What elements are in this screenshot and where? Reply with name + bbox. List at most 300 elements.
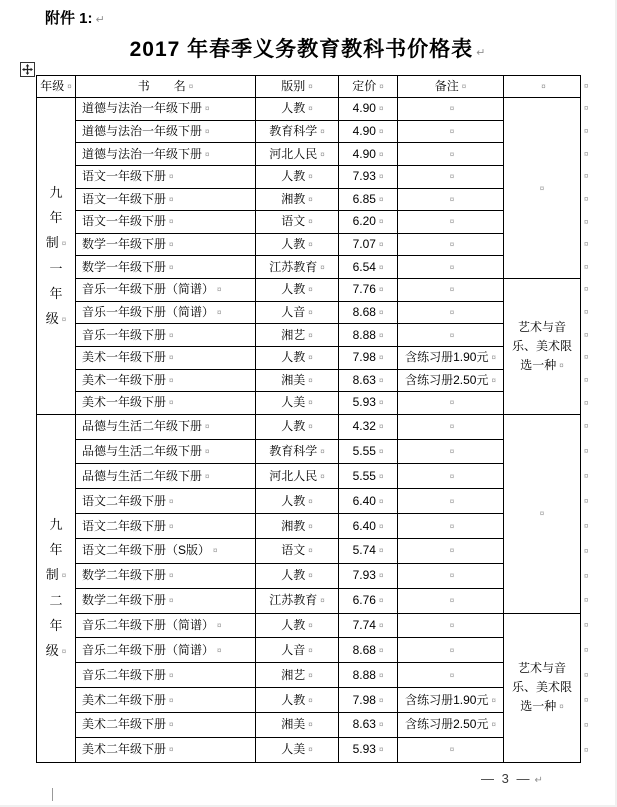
cell-publisher: 湘美 ¤ bbox=[256, 713, 339, 738]
cell-end-marker-icon: ¤ bbox=[379, 82, 384, 91]
cell-end-marker-icon: ¤ bbox=[449, 194, 455, 204]
cell-end-marker-icon: ¤ bbox=[205, 471, 210, 481]
table-row bbox=[37, 563, 581, 588]
cell-price: 8.68 ¤ bbox=[339, 638, 398, 663]
cell-remark bbox=[398, 98, 504, 121]
cell-end-marker-icon: ¤ bbox=[205, 422, 210, 432]
attachment-label-text: 附件 1: bbox=[45, 10, 93, 27]
cell-end-marker-icon: ¤ bbox=[217, 621, 222, 631]
cell-remark bbox=[398, 489, 504, 514]
cell-book: 音乐一年级下册（简谱） ¤ bbox=[76, 279, 256, 302]
cell-end-marker-icon: ¤ bbox=[378, 104, 384, 114]
cell-end-marker-icon: ¤ bbox=[378, 330, 384, 340]
cell-end-marker-icon: ¤ bbox=[491, 375, 496, 385]
cell-remark bbox=[398, 539, 504, 564]
grade-section-1 bbox=[37, 414, 581, 762]
cell-publisher: 人美 ¤ bbox=[256, 737, 339, 762]
cell-end-marker-icon: ¤ bbox=[320, 262, 325, 272]
cell-book: 品德与生活二年级下册 ¤ bbox=[76, 439, 256, 464]
cell-end-marker-icon: ¤ bbox=[169, 695, 174, 705]
row-end-marker-icon: ¤ bbox=[584, 217, 589, 226]
move-arrows-icon bbox=[22, 64, 33, 75]
table-row bbox=[37, 439, 581, 464]
column-header-4: 备注 ¤ bbox=[398, 76, 504, 98]
cell-publisher: 教育科学 ¤ bbox=[256, 439, 339, 464]
cell-end-marker-icon: ¤ bbox=[378, 307, 384, 317]
cell-end-marker-icon: ¤ bbox=[378, 447, 384, 457]
cell-remark bbox=[398, 638, 504, 663]
cell-price: 6.40 ¤ bbox=[339, 489, 398, 514]
row-end-marker-icon: ¤ bbox=[584, 171, 589, 181]
cell-publisher: 人教 ¤ bbox=[256, 165, 339, 188]
table-move-handle-icon[interactable] bbox=[20, 62, 35, 77]
row-end-marker-icon: ¤ bbox=[584, 496, 589, 506]
table-row bbox=[37, 392, 581, 415]
cell-book: 数学一年级下册 ¤ bbox=[76, 233, 256, 256]
row-end-marker-icon: ¤ bbox=[584, 126, 589, 136]
cell-publisher: 人教 ¤ bbox=[256, 233, 339, 256]
paragraph-mark-icon: ↵ bbox=[476, 47, 486, 59]
cell-end-marker-icon: ¤ bbox=[378, 217, 384, 227]
table-row bbox=[37, 256, 581, 279]
table-row bbox=[37, 188, 581, 211]
cell-price: 5.74 ¤ bbox=[339, 539, 398, 564]
cell-remark: 含练习册2.50元 ¤ bbox=[398, 369, 504, 392]
table-row bbox=[37, 638, 581, 663]
cell-book: 语文一年级下册 ¤ bbox=[76, 211, 256, 234]
cell-publisher: 人教 ¤ bbox=[256, 613, 339, 638]
cell-end-marker-icon: ¤ bbox=[378, 546, 384, 556]
table-row bbox=[37, 588, 581, 613]
cell-remark: 含练习册2.50元 ¤ bbox=[398, 713, 504, 738]
cell-remark bbox=[398, 188, 504, 211]
cell-end-marker-icon: ¤ bbox=[449, 521, 455, 531]
table-row bbox=[37, 489, 581, 514]
cell-end-marker-icon: ¤ bbox=[169, 496, 174, 506]
cell-end-marker-icon: ¤ bbox=[308, 720, 313, 730]
cell-book: 美术一年级下册 ¤ bbox=[76, 346, 256, 369]
cell-end-marker-icon: ¤ bbox=[308, 330, 313, 340]
cell-publisher: 语文 ¤ bbox=[256, 211, 339, 234]
table-row bbox=[37, 324, 581, 347]
row-end-marker-icon: ¤ bbox=[584, 330, 589, 340]
cell-end-marker-icon: ¤ bbox=[378, 621, 384, 631]
table-header-row bbox=[37, 76, 581, 98]
cell-end-marker-icon: ¤ bbox=[188, 82, 194, 91]
cell-end-marker-icon: ¤ bbox=[449, 307, 455, 317]
price-table bbox=[36, 75, 581, 763]
cell-end-marker-icon: ¤ bbox=[378, 126, 384, 136]
cell-end-marker-icon: ¤ bbox=[461, 82, 467, 91]
cell-end-marker-icon: ¤ bbox=[320, 447, 325, 457]
cell-end-marker-icon: ¤ bbox=[308, 217, 313, 227]
table-row bbox=[37, 98, 581, 121]
cell-end-marker-icon: ¤ bbox=[169, 571, 174, 581]
cell-publisher: 人教 ¤ bbox=[256, 563, 339, 588]
page-title-text: 2017 年春季义务教育教科书价格表 bbox=[129, 38, 474, 61]
cell-end-marker-icon: ¤ bbox=[449, 104, 455, 114]
row-end-marker-icon: ¤ bbox=[584, 546, 589, 556]
cell-end-marker-icon: ¤ bbox=[61, 571, 67, 581]
cell-book: 道德与法治一年级下册 ¤ bbox=[76, 120, 256, 143]
cell-book: 美术二年级下册 ¤ bbox=[76, 688, 256, 713]
footer-page-number bbox=[481, 771, 545, 786]
cell-end-marker-icon: ¤ bbox=[217, 285, 222, 295]
cell-end-marker-icon: ¤ bbox=[169, 521, 174, 531]
cell-book: 数学二年级下册 ¤ bbox=[76, 563, 256, 588]
cell-publisher: 教育科学 ¤ bbox=[256, 120, 339, 143]
column-header-0: 年级 ¤ bbox=[37, 76, 76, 98]
cell-publisher: 人教 ¤ bbox=[256, 98, 339, 121]
cell-price: 6.20 ¤ bbox=[339, 211, 398, 234]
column-header-3: 定价 ¤ bbox=[339, 76, 398, 98]
cell-end-marker-icon: ¤ bbox=[491, 720, 496, 730]
cell-remark bbox=[398, 464, 504, 489]
grade-cell: 九 年 制 ¤ 二 年 级 ¤ bbox=[37, 414, 76, 762]
row-end-marker-icon: ¤ bbox=[584, 81, 589, 91]
cell-publisher: 河北人民 ¤ bbox=[256, 464, 339, 489]
cell-publisher: 湘艺 ¤ bbox=[256, 663, 339, 688]
cell-price: 6.76 ¤ bbox=[339, 588, 398, 613]
cell-end-marker-icon: ¤ bbox=[205, 149, 210, 159]
cell-end-marker-icon: ¤ bbox=[308, 621, 313, 631]
table-row bbox=[37, 737, 581, 762]
row-end-marker-icon: ¤ bbox=[584, 103, 589, 113]
cell-end-marker-icon: ¤ bbox=[378, 521, 384, 531]
note-cell: 艺术与音乐、美术限选一种 ¤ bbox=[504, 279, 581, 415]
cell-end-marker-icon: ¤ bbox=[449, 172, 455, 182]
cell-book: 音乐一年级下册（简谱） ¤ bbox=[76, 301, 256, 324]
cell-end-marker-icon: ¤ bbox=[217, 645, 222, 655]
cell-end-marker-icon: ¤ bbox=[378, 695, 384, 705]
text-cursor bbox=[52, 788, 53, 801]
cell-end-marker-icon: ¤ bbox=[308, 571, 313, 581]
cell-book: 语文一年级下册 ¤ bbox=[76, 188, 256, 211]
grade-section-0 bbox=[37, 98, 581, 415]
cell-book: 数学二年级下册 ¤ bbox=[76, 588, 256, 613]
cell-end-marker-icon: ¤ bbox=[320, 149, 325, 159]
cell-publisher: 人教 ¤ bbox=[256, 414, 339, 439]
cell-end-marker-icon: ¤ bbox=[378, 262, 384, 272]
row-end-marker-icon: ¤ bbox=[584, 670, 589, 680]
cell-end-marker-icon: ¤ bbox=[378, 375, 384, 385]
cell-end-marker-icon: ¤ bbox=[169, 194, 174, 204]
row-end-marker-icon: ¤ bbox=[584, 398, 589, 408]
cell-end-marker-icon: ¤ bbox=[308, 307, 313, 317]
cell-price: 8.63 ¤ bbox=[339, 369, 398, 392]
cell-end-marker-icon: ¤ bbox=[308, 82, 313, 91]
cell-end-marker-icon: ¤ bbox=[539, 183, 545, 193]
cell-remark bbox=[398, 737, 504, 762]
cell-publisher: 人教 ¤ bbox=[256, 688, 339, 713]
grade-cell: 九 年 制 ¤ 一 年 级 ¤ bbox=[37, 98, 76, 415]
cell-end-marker-icon: ¤ bbox=[61, 647, 67, 657]
cell-book: 美术二年级下册 ¤ bbox=[76, 713, 256, 738]
table-row bbox=[37, 165, 581, 188]
cell-remark bbox=[398, 514, 504, 539]
cell-price: 4.90 ¤ bbox=[339, 98, 398, 121]
cell-end-marker-icon: ¤ bbox=[308, 375, 313, 385]
cell-publisher: 人教 ¤ bbox=[256, 489, 339, 514]
cell-end-marker-icon: ¤ bbox=[308, 496, 313, 506]
cell-end-marker-icon: ¤ bbox=[449, 285, 455, 295]
cell-end-marker-icon: ¤ bbox=[205, 126, 210, 136]
cell-price: 6.54 ¤ bbox=[339, 256, 398, 279]
row-end-marker-icon: ¤ bbox=[584, 571, 589, 580]
cell-end-marker-icon: ¤ bbox=[320, 126, 325, 136]
cell-book: 美术一年级下册 ¤ bbox=[76, 369, 256, 392]
cell-end-marker-icon: ¤ bbox=[308, 670, 313, 680]
cell-end-marker-icon: ¤ bbox=[559, 702, 564, 712]
cell-end-marker-icon: ¤ bbox=[449, 262, 455, 272]
cell-price: 7.76 ¤ bbox=[339, 279, 398, 302]
cell-end-marker-icon: ¤ bbox=[378, 471, 384, 481]
cell-end-marker-icon: ¤ bbox=[169, 720, 174, 730]
cell-end-marker-icon: ¤ bbox=[169, 375, 174, 385]
cell-book: 音乐二年级下册（简谱） ¤ bbox=[76, 638, 256, 663]
row-end-marker-icon: ¤ bbox=[584, 194, 589, 204]
cell-remark bbox=[398, 211, 504, 234]
cell-price: 6.40 ¤ bbox=[339, 514, 398, 539]
cell-end-marker-icon: ¤ bbox=[308, 104, 313, 114]
table-row bbox=[37, 663, 581, 688]
table-row bbox=[37, 688, 581, 713]
table-row bbox=[37, 143, 581, 166]
cell-remark bbox=[398, 256, 504, 279]
table-row bbox=[37, 414, 581, 439]
cell-remark bbox=[398, 301, 504, 324]
cell-end-marker-icon: ¤ bbox=[378, 285, 384, 295]
cell-end-marker-icon: ¤ bbox=[308, 695, 313, 705]
cell-end-marker-icon: ¤ bbox=[449, 447, 455, 457]
cell-extra-empty bbox=[504, 414, 581, 613]
row-end-marker-icon: ¤ bbox=[584, 262, 589, 272]
cell-book: 品德与生活二年级下册 ¤ bbox=[76, 464, 256, 489]
cell-end-marker-icon: ¤ bbox=[169, 670, 174, 680]
cell-end-marker-icon: ¤ bbox=[61, 314, 67, 324]
cell-book: 语文一年级下册 ¤ bbox=[76, 165, 256, 188]
cell-end-marker-icon: ¤ bbox=[449, 240, 455, 250]
table-row bbox=[37, 233, 581, 256]
cell-end-marker-icon: ¤ bbox=[308, 353, 313, 363]
cell-end-marker-icon: ¤ bbox=[449, 621, 455, 631]
cell-end-marker-icon: ¤ bbox=[217, 307, 222, 317]
table-row bbox=[37, 120, 581, 143]
row-end-marker-icon: ¤ bbox=[584, 421, 589, 431]
cell-end-marker-icon: ¤ bbox=[378, 496, 384, 506]
table-row bbox=[37, 369, 581, 392]
row-end-marker-icon: ¤ bbox=[584, 620, 589, 630]
page-title bbox=[0, 33, 615, 63]
cell-book: 语文二年级下册 ¤ bbox=[76, 514, 256, 539]
cell-end-marker-icon: ¤ bbox=[169, 353, 174, 363]
cell-remark bbox=[398, 588, 504, 613]
cell-end-marker-icon: ¤ bbox=[541, 82, 546, 91]
row-end-marker-icon: ¤ bbox=[584, 375, 589, 385]
cell-end-marker-icon: ¤ bbox=[449, 571, 455, 581]
cell-end-marker-icon: ¤ bbox=[308, 240, 313, 250]
cell-publisher: 人音 ¤ bbox=[256, 638, 339, 663]
cell-end-marker-icon: ¤ bbox=[378, 596, 384, 606]
cell-end-marker-icon: ¤ bbox=[308, 546, 313, 556]
cell-book: 数学一年级下册 ¤ bbox=[76, 256, 256, 279]
row-end-marker-icon: ¤ bbox=[584, 745, 589, 755]
row-end-marker-icon: ¤ bbox=[584, 471, 589, 481]
cell-end-marker-icon: ¤ bbox=[378, 571, 384, 581]
row-end-marker-icon: ¤ bbox=[584, 307, 589, 317]
cell-publisher: 人教 ¤ bbox=[256, 346, 339, 369]
cell-publisher: 人美 ¤ bbox=[256, 392, 339, 415]
cell-remark bbox=[398, 563, 504, 588]
cell-remark bbox=[398, 165, 504, 188]
cell-end-marker-icon: ¤ bbox=[308, 521, 313, 531]
row-end-marker-icon: ¤ bbox=[584, 352, 589, 362]
cell-book: 音乐二年级下册 ¤ bbox=[76, 663, 256, 688]
cell-end-marker-icon: ¤ bbox=[308, 398, 313, 408]
cell-price: 7.07 ¤ bbox=[339, 233, 398, 256]
cell-remark: 含练习册1.90元 ¤ bbox=[398, 346, 504, 369]
cell-end-marker-icon: ¤ bbox=[449, 398, 455, 408]
cell-end-marker-icon: ¤ bbox=[449, 149, 455, 159]
cell-end-marker-icon: ¤ bbox=[449, 217, 455, 227]
cell-remark bbox=[398, 663, 504, 688]
cell-price: 4.90 ¤ bbox=[339, 143, 398, 166]
cell-publisher: 江苏教育 ¤ bbox=[256, 256, 339, 279]
cell-book: 道德与法治一年级下册 ¤ bbox=[76, 98, 256, 121]
cell-end-marker-icon: ¤ bbox=[67, 82, 72, 91]
cell-end-marker-icon: ¤ bbox=[169, 596, 174, 606]
cell-end-marker-icon: ¤ bbox=[449, 670, 455, 680]
cell-end-marker-icon: ¤ bbox=[378, 398, 384, 408]
row-end-marker-icon: ¤ bbox=[584, 149, 589, 159]
table-row bbox=[37, 613, 581, 638]
cell-end-marker-icon: ¤ bbox=[559, 360, 564, 370]
cell-price: 8.68 ¤ bbox=[339, 301, 398, 324]
table-row bbox=[37, 279, 581, 302]
column-header-5 bbox=[504, 76, 581, 98]
cell-remark bbox=[398, 279, 504, 302]
cell-end-marker-icon: ¤ bbox=[169, 240, 174, 250]
table-row bbox=[37, 514, 581, 539]
cell-end-marker-icon: ¤ bbox=[491, 695, 496, 705]
cell-publisher: 语文 ¤ bbox=[256, 539, 339, 564]
cell-end-marker-icon: ¤ bbox=[378, 645, 384, 655]
cell-price: 7.74 ¤ bbox=[339, 613, 398, 638]
cell-end-marker-icon: ¤ bbox=[378, 194, 384, 204]
cell-end-marker-icon: ¤ bbox=[61, 238, 67, 248]
cell-remark bbox=[398, 613, 504, 638]
cell-publisher: 江苏教育 ¤ bbox=[256, 588, 339, 613]
cell-publisher: 人教 ¤ bbox=[256, 279, 339, 302]
cell-end-marker-icon: ¤ bbox=[378, 745, 384, 755]
row-end-marker-icon: ¤ bbox=[584, 521, 589, 531]
table-row bbox=[37, 211, 581, 234]
row-end-marker-icon: ¤ bbox=[584, 645, 589, 655]
cell-end-marker-icon: ¤ bbox=[449, 745, 455, 755]
cell-end-marker-icon: ¤ bbox=[169, 745, 174, 755]
cell-end-marker-icon: ¤ bbox=[449, 645, 455, 655]
cell-end-marker-icon: ¤ bbox=[378, 353, 384, 363]
cell-price: 8.88 ¤ bbox=[339, 663, 398, 688]
paragraph-mark-icon: ↵ bbox=[534, 775, 545, 786]
cell-end-marker-icon: ¤ bbox=[449, 546, 455, 556]
cell-end-marker-icon: ¤ bbox=[169, 262, 174, 272]
cell-price: 4.32 ¤ bbox=[339, 414, 398, 439]
cell-end-marker-icon: ¤ bbox=[449, 471, 455, 481]
note-cell: 艺术与音乐、美术限选一种 ¤ bbox=[504, 613, 581, 762]
cell-book: 音乐二年级下册（简谱） ¤ bbox=[76, 613, 256, 638]
cell-end-marker-icon: ¤ bbox=[169, 217, 174, 227]
cell-remark bbox=[398, 439, 504, 464]
cell-remark bbox=[398, 392, 504, 415]
cell-book: 品德与生活二年级下册 ¤ bbox=[76, 414, 256, 439]
table-row bbox=[37, 301, 581, 324]
cell-book: 语文二年级下册（S版） ¤ bbox=[76, 539, 256, 564]
column-header-1: 书 名 ¤ bbox=[76, 76, 256, 98]
table-row bbox=[37, 346, 581, 369]
cell-price: 7.93 ¤ bbox=[339, 165, 398, 188]
cell-price: 7.98 ¤ bbox=[339, 688, 398, 713]
cell-end-marker-icon: ¤ bbox=[169, 172, 174, 182]
cell-price: 4.90 ¤ bbox=[339, 120, 398, 143]
cell-publisher: 湘艺 ¤ bbox=[256, 324, 339, 347]
cell-end-marker-icon: ¤ bbox=[378, 149, 384, 159]
cell-remark bbox=[398, 324, 504, 347]
cell-end-marker-icon: ¤ bbox=[378, 670, 384, 680]
row-end-marker-icon: ¤ bbox=[584, 595, 589, 605]
cell-price: 5.93 ¤ bbox=[339, 392, 398, 415]
cell-publisher: 湘教 ¤ bbox=[256, 188, 339, 211]
cell-end-marker-icon: ¤ bbox=[320, 471, 325, 481]
cell-end-marker-icon: ¤ bbox=[378, 240, 384, 250]
cell-price: 5.55 ¤ bbox=[339, 439, 398, 464]
cell-end-marker-icon: ¤ bbox=[308, 285, 313, 295]
cell-book: 美术二年级下册 ¤ bbox=[76, 737, 256, 762]
table-row bbox=[37, 539, 581, 564]
cell-book: 语文二年级下册 ¤ bbox=[76, 489, 256, 514]
cell-end-marker-icon: ¤ bbox=[449, 126, 455, 136]
row-end-marker-icon: ¤ bbox=[584, 446, 589, 456]
cell-end-marker-icon: ¤ bbox=[308, 745, 313, 755]
cell-price: 5.55 ¤ bbox=[339, 464, 398, 489]
cell-end-marker-icon: ¤ bbox=[378, 172, 384, 182]
cell-end-marker-icon: ¤ bbox=[169, 398, 174, 408]
cell-end-marker-icon: ¤ bbox=[320, 596, 325, 606]
cell-price: 7.98 ¤ bbox=[339, 346, 398, 369]
cell-price: 8.63 ¤ bbox=[339, 713, 398, 738]
cell-end-marker-icon: ¤ bbox=[205, 104, 210, 114]
cell-end-marker-icon: ¤ bbox=[449, 330, 455, 340]
cell-price: 7.93 ¤ bbox=[339, 563, 398, 588]
cell-publisher: 人音 ¤ bbox=[256, 301, 339, 324]
cell-end-marker-icon: ¤ bbox=[491, 353, 496, 363]
cell-end-marker-icon: ¤ bbox=[539, 509, 545, 519]
paragraph-mark-icon: ↵ bbox=[95, 14, 105, 26]
cell-publisher: 湘美 ¤ bbox=[256, 369, 339, 392]
cell-price: 8.88 ¤ bbox=[339, 324, 398, 347]
cell-remark bbox=[398, 143, 504, 166]
cell-remark bbox=[398, 233, 504, 256]
column-header-2: 版别 ¤ bbox=[256, 76, 339, 98]
footer-page-number-text: — 3 — bbox=[481, 771, 532, 786]
row-end-marker-icon: ¤ bbox=[584, 720, 589, 730]
cell-book: 美术一年级下册 ¤ bbox=[76, 392, 256, 415]
cell-remark bbox=[398, 414, 504, 439]
cell-end-marker-icon: ¤ bbox=[308, 422, 313, 432]
cell-book: 道德与法治一年级下册 ¤ bbox=[76, 143, 256, 166]
cell-end-marker-icon: ¤ bbox=[378, 422, 384, 432]
cell-extra-empty bbox=[504, 98, 581, 279]
